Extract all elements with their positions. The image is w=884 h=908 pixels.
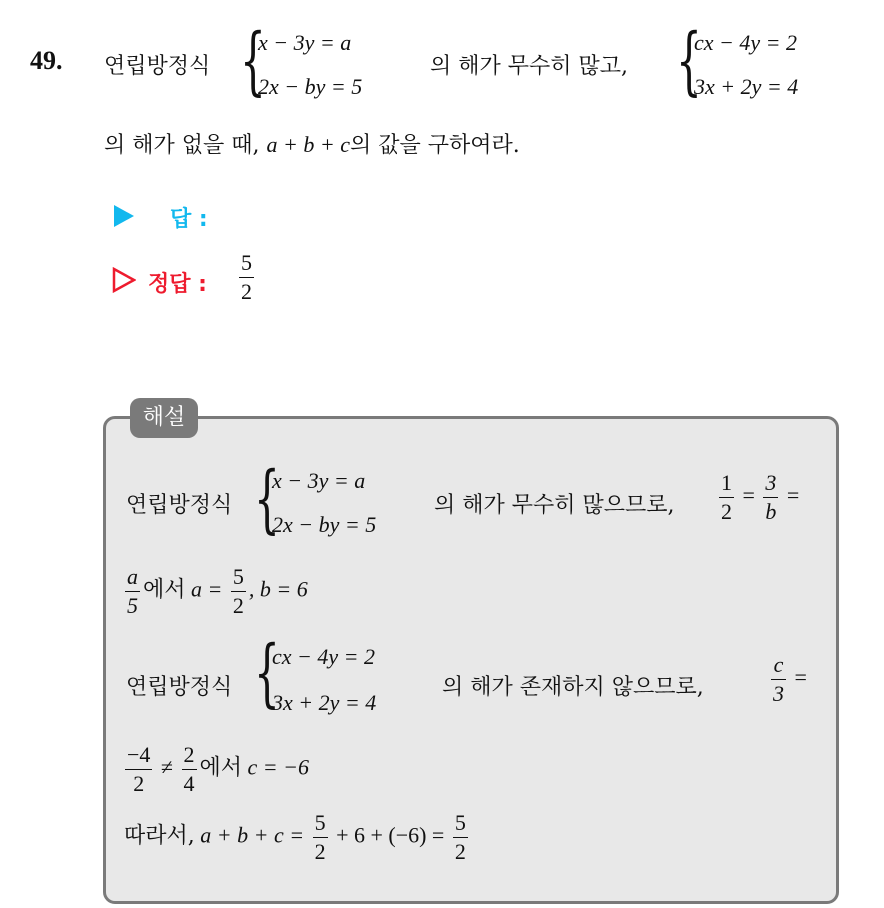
solution-line3-frac: $\frac{c}{3}$ = bbox=[773, 652, 807, 706]
question-number: 49. bbox=[30, 46, 63, 75]
problem-text-a: 연립방정식 bbox=[104, 54, 211, 79]
problem-line-2 bbox=[104, 128, 520, 159]
solution-system-2-eq-1: cx − 4y = 2 bbox=[272, 644, 375, 669]
solution-line3-after: 의 해가 존재하지 않으므로, bbox=[442, 675, 704, 700]
solution-line1-text: 연립방정식 bbox=[126, 493, 233, 518]
problem-expr: a + b + c bbox=[266, 132, 350, 157]
system-2-eq-2: 3x + 2y = 4 bbox=[694, 74, 799, 99]
solution-tag: 해설 bbox=[130, 398, 198, 438]
problem-text-c: 의 해가 없을 때, bbox=[104, 133, 260, 158]
solution-system-2-eq-2: 3x + 2y = 4 bbox=[272, 690, 377, 715]
problem-text-d: 의 값을 구하여라. bbox=[349, 133, 520, 158]
solution-line2: $\frac{a}{5}$ 에서 a = $\frac{5}{2}$ , b = 6 bbox=[127, 564, 308, 618]
problem-text-b: 의 해가 무수히 많고, bbox=[430, 54, 628, 79]
solution-line4: $\frac{-4}{2}$ ≠ $\frac{2}{4}$ 에서 c = −6 bbox=[127, 742, 309, 796]
solution-line3-text: 연립방정식 bbox=[126, 675, 233, 700]
correct-triangle-outline-icon bbox=[112, 267, 136, 293]
answer-triangle-icon bbox=[114, 205, 134, 227]
solution-line1-fracs: $\frac{1}{2}$ = $\frac{3}{b}$ = bbox=[721, 470, 800, 524]
system-1-eq-1: x − 3y = a bbox=[258, 30, 352, 55]
correct-label: 정답 : bbox=[148, 272, 207, 297]
answer-label: 답 : bbox=[170, 207, 208, 232]
solution-system-1-eq-2: 2x − by = 5 bbox=[272, 512, 377, 537]
system-1-eq-2: 2x − by = 5 bbox=[258, 74, 363, 99]
solution-line1-after: 의 해가 무수히 많으므로, bbox=[434, 493, 675, 518]
system-2-eq-1: cx − 4y = 2 bbox=[694, 30, 797, 55]
correct-value: $\frac{5}{2}$ bbox=[241, 250, 252, 304]
solution-system-1-eq-1: x − 3y = a bbox=[272, 468, 366, 493]
solution-line5: 따라서, a + b + c = $\frac{5}{2}$ + 6 + (−6) = $\frac{5}{2}$ bbox=[124, 810, 466, 864]
